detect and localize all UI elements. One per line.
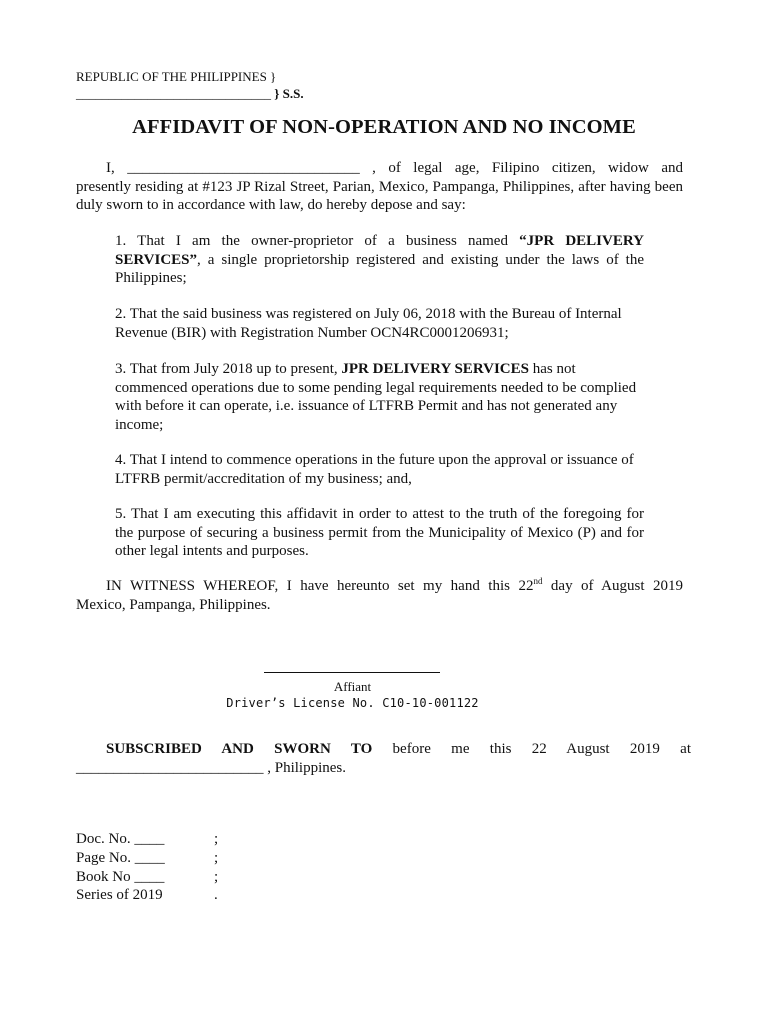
- registry-page-no-sep: ;: [214, 850, 219, 866]
- registry-series-sep: .: [214, 887, 218, 903]
- clause-1-lead: 1. That I am the owner-proprietor of a business named: [115, 233, 520, 249]
- clause-2-text: 2. That the said business was registered on July 06, 2018 with the Bureau of Internal Revenue (BIR) with Registration Number OCN4RC0001206931;: [115, 306, 622, 341]
- clause-3: [115, 360, 644, 434]
- drivers-license: Driver’s License No. C10-10-001122: [226, 696, 479, 710]
- document-title: AFFIDAVIT OF NON-OPERATION AND NO INCOME: [132, 116, 636, 138]
- registry-series: Series of 2019: [76, 887, 163, 903]
- registry-book-no: Book No ____: [76, 869, 165, 885]
- signature-line: [264, 662, 440, 673]
- clause-1: [115, 232, 644, 288]
- clause-3-lead: 3. That from July 2018 up to present,: [115, 361, 342, 377]
- venue-ss-label: } S.S.: [274, 86, 304, 101]
- clause-1-business-name: “JPR DELIVERY SERVICES”: [115, 233, 644, 268]
- registry-doc-no: Doc. No. ____: [76, 831, 165, 847]
- clause-3-tail: has not commenced operations due to some pending legal requirements needed to be complied with before it can operate, i.e. issuance of LTFRB Permit and has not generated any income;: [115, 361, 637, 433]
- clause-5: [115, 505, 644, 561]
- venue-blank: ______________________________: [76, 86, 271, 101]
- jurat-line-2: _________________________ , Philippines.: [76, 759, 347, 776]
- affiant-label: Affiant: [333, 679, 372, 694]
- clause-4: [115, 451, 644, 488]
- jurat-line-1: [76, 740, 691, 759]
- clause-5-text: 5. That I am executing this affidavit in order to attest to the truth of the foregoing for the purpose of securing a business permit from the Municipality of Mexico (P) and for other legal intents and purposes.: [115, 506, 644, 559]
- witness-line-1: [76, 577, 683, 596]
- clause-4-text: 4. That I intend to commence operations in the future upon the approval or issuance of LTFRB permit/accreditation of my business; and,: [115, 452, 634, 487]
- clause-2: [115, 305, 644, 342]
- jurat-bold: SUBSCRIBED AND SWORN TO: [106, 741, 373, 757]
- jurat-paragraph: [76, 740, 691, 777]
- clause-1-tail: , a single proprietorship registered and existing under the laws of the Philippines;: [115, 251, 644, 286]
- venue-line-ss: [76, 85, 304, 104]
- venue-line-republic: REPUBLIC OF THE PHILIPPINES }: [76, 69, 277, 84]
- intro-paragraph: [76, 159, 683, 215]
- witness-paragraph: [76, 577, 683, 614]
- jurat-line-1-rest: before me this 22 August 2019 at: [372, 741, 691, 757]
- clause-3-business-name: JPR DELIVERY SERVICES: [341, 361, 529, 377]
- intro-rest: presently residing at #123 JP Rizal Street, Parian, Mexico, Pampanga, Philippines, after having been duly sworn to in accordance with law, do hereby depose and say:: [76, 178, 683, 213]
- witness-text-a: IN WITNESS WHEREOF, I have hereunto set my hand this 22: [106, 578, 534, 594]
- witness-text-b: day of August 2019: [542, 578, 683, 594]
- registry-page-no: Page No. ____: [76, 850, 165, 866]
- registry-book-no-sep: ;: [214, 869, 219, 885]
- intro-first-line: I, _______________________________ , of legal age, Filipino citizen, widow and: [106, 160, 683, 176]
- registry-doc-no-sep: ;: [214, 831, 219, 847]
- witness-line-2: Mexico, Pampanga, Philippines.: [76, 596, 271, 613]
- witness-superscript: nd: [533, 576, 543, 586]
